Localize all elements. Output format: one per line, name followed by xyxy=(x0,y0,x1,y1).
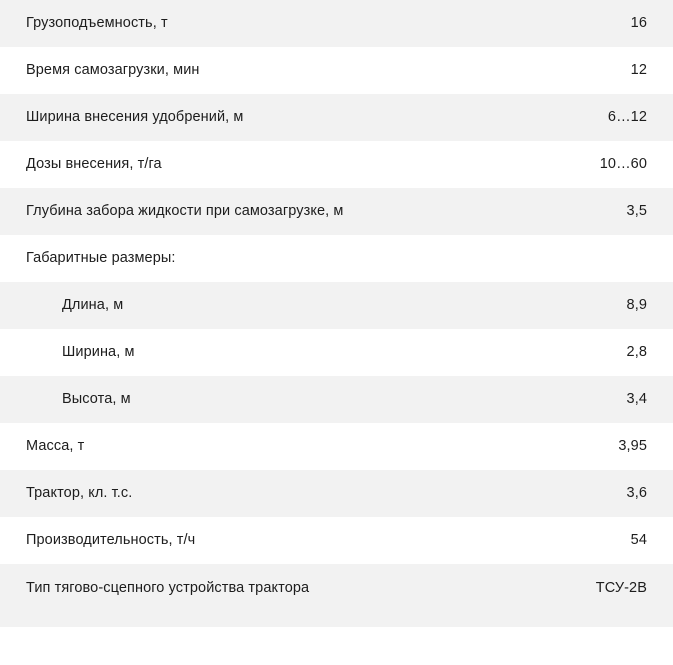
spec-label: Ширина внесения удобрений, м xyxy=(26,108,244,125)
spec-label: Габаритные размеры: xyxy=(26,249,176,266)
spec-label: Глубина забора жидкости при самозагрузке, м xyxy=(26,202,344,219)
spec-value: 12 xyxy=(630,61,647,78)
spec-label: Ширина, м xyxy=(62,343,135,360)
table-row xyxy=(0,47,673,94)
spec-value: ТСУ-2В xyxy=(595,580,647,596)
spec-value: 3,6 xyxy=(626,484,647,501)
spec-label: Тип тягово-сцепного устройства трактора xyxy=(26,580,310,596)
spec-value: 3,4 xyxy=(626,390,647,407)
spec-label: Высота, м xyxy=(62,390,131,407)
table-row xyxy=(0,94,673,141)
table-row xyxy=(0,329,673,376)
spec-value: 3,5 xyxy=(626,202,647,219)
spec-value: 10…60 xyxy=(599,155,647,172)
spec-value xyxy=(522,235,673,282)
table-row xyxy=(0,517,673,564)
spec-value: 54 xyxy=(630,531,647,548)
spec-label: Грузоподъемность, т xyxy=(26,14,168,31)
spec-label: Масса, т xyxy=(26,437,85,454)
spec-value: 6…12 xyxy=(607,108,647,125)
spec-label: Длина, м xyxy=(62,296,124,313)
table-row xyxy=(0,423,673,470)
table-row xyxy=(0,0,673,47)
spec-label: Время самозагрузки, мин xyxy=(26,61,200,78)
spec-label: Трактор, кл. т.с. xyxy=(26,484,133,501)
table-row xyxy=(0,235,673,282)
table-row xyxy=(0,470,673,517)
spec-value: 16 xyxy=(630,14,647,31)
spec-value: 2,8 xyxy=(626,343,647,360)
spec-value: 8,9 xyxy=(626,296,647,313)
table-row xyxy=(0,282,673,329)
table-row xyxy=(0,564,673,627)
spec-value: 3,95 xyxy=(618,437,647,454)
table-row xyxy=(0,141,673,188)
spec-label: Дозы внесения, т/га xyxy=(26,155,162,172)
table-row xyxy=(0,376,673,423)
spec-label: Производительность, т/ч xyxy=(26,531,196,548)
table-row xyxy=(0,188,673,235)
